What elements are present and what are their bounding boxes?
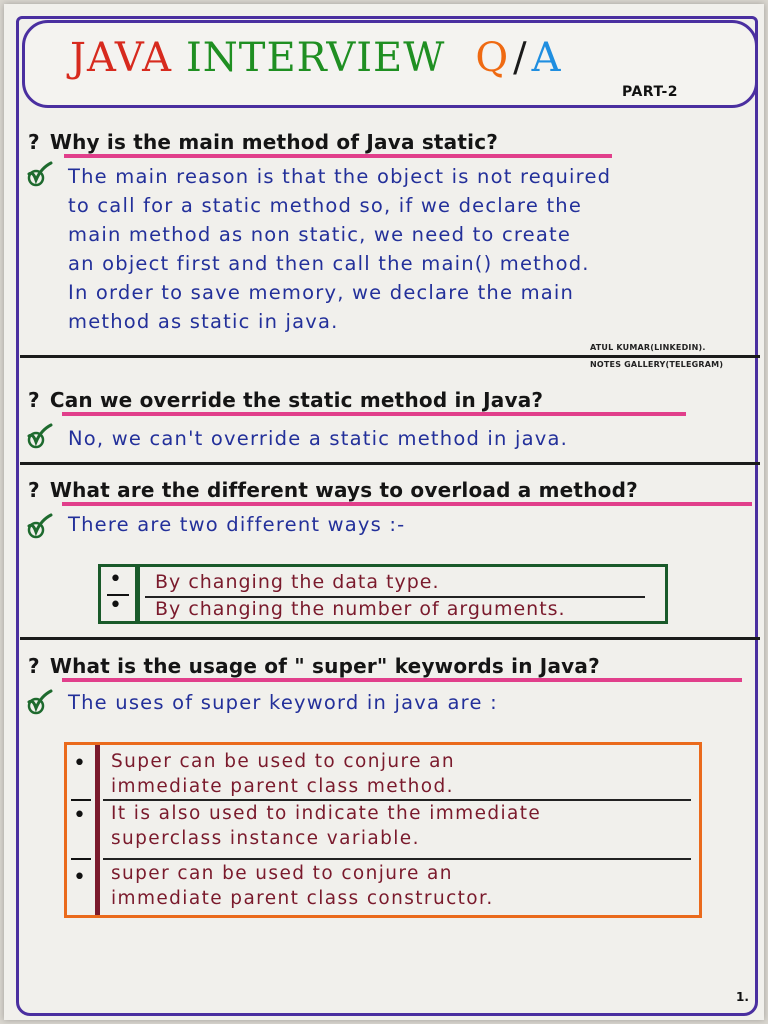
bullet-icon: • — [109, 567, 122, 592]
box-bar — [135, 567, 140, 621]
bullet-icon: • — [73, 865, 86, 890]
section-divider — [20, 462, 760, 465]
answer-2-line-1: No, we can't override a static method in java. — [68, 427, 569, 450]
page-number: 1. — [736, 990, 749, 1004]
question-4 — [28, 656, 600, 676]
super-use-3-line-1: super can be used to conjure an — [111, 863, 453, 884]
question-1-text: Why is the main method of Java static? — [49, 130, 499, 154]
check-icon — [24, 688, 54, 718]
row-divider — [103, 858, 691, 860]
question-mark-icon: ? — [28, 388, 40, 412]
question-4-underline — [62, 678, 742, 682]
question-mark-icon: ? — [28, 478, 40, 502]
bullet-dash — [71, 799, 91, 801]
title-interview: INTERVIEW — [186, 35, 446, 81]
answer-1-line-2: to call for a static method so, if we declare the — [68, 194, 583, 217]
question-3-underline — [62, 502, 752, 506]
section-divider — [20, 355, 760, 358]
super-use-3 — [111, 861, 494, 911]
super-use-2-line-2: superclass instance variable. — [111, 828, 420, 849]
bullet-icon: • — [73, 751, 86, 776]
title-slash: / — [513, 35, 528, 81]
answer-3-line-1: There are two different ways :- — [68, 513, 406, 536]
credit-linkedin: ATUL KUMAR(LINKEDIN). — [590, 343, 706, 352]
check-icon — [24, 160, 54, 190]
question-2 — [28, 390, 543, 410]
answer-3 — [68, 510, 748, 539]
answer-1-line-3: main method as non static, we need to create — [68, 223, 572, 246]
question-mark-icon: ? — [28, 654, 40, 678]
answer-1-line-4: an object first and then call the main() method. — [68, 252, 590, 275]
super-use-1 — [111, 749, 455, 799]
super-use-1-line-2: immediate parent class method. — [111, 776, 454, 797]
page-title — [70, 35, 562, 81]
credit-telegram: NOTES GALLERY(TELEGRAM) — [590, 360, 724, 369]
title-a: A — [531, 35, 562, 81]
check-icon — [24, 512, 54, 542]
bullet-icon: • — [109, 593, 122, 618]
box-bar — [95, 745, 100, 915]
question-2-underline — [62, 412, 686, 416]
super-uses-box — [64, 742, 702, 918]
question-2-text: Can we override the static method in Java? — [49, 388, 544, 412]
answer-1-line-6: method as static in java. — [68, 310, 339, 333]
overload-way-1: By changing the data type. — [155, 571, 440, 593]
title-q: Q — [475, 35, 510, 81]
section-divider — [20, 637, 760, 640]
answer-2 — [68, 424, 748, 453]
bullet-icon: • — [73, 803, 86, 828]
super-use-3-line-2: immediate parent class constructor. — [111, 888, 494, 909]
question-4-text: What is the usage of " super" keywords in Java? — [49, 654, 600, 678]
notebook-page — [4, 4, 764, 1020]
title-java: JAVA — [70, 35, 172, 81]
bullet-dash — [71, 858, 91, 860]
super-use-1-line-1: Super can be used to conjure an — [111, 751, 456, 772]
question-3 — [28, 480, 638, 500]
question-3-text: What are the different ways to overload a method? — [49, 478, 638, 502]
answer-1-line-5: In order to save memory, we declare the main — [68, 281, 575, 304]
answer-4-line-1: The uses of super keyword in java are : — [68, 691, 498, 714]
check-icon — [24, 422, 54, 452]
question-1-underline — [64, 154, 612, 158]
question-1 — [28, 132, 498, 152]
super-use-2 — [111, 801, 541, 851]
question-mark-icon: ? — [28, 130, 40, 154]
super-use-2-line-1: It is also used to indicate the immediate — [111, 803, 542, 824]
answer-1 — [68, 162, 748, 336]
overload-way-2: By changing the number of arguments. — [155, 598, 566, 620]
answer-1-line-1: The main reason is that the object is not required — [68, 165, 612, 188]
part-label: PART-2 — [622, 84, 679, 100]
answer-4 — [68, 688, 748, 717]
overload-ways-box — [98, 564, 668, 624]
